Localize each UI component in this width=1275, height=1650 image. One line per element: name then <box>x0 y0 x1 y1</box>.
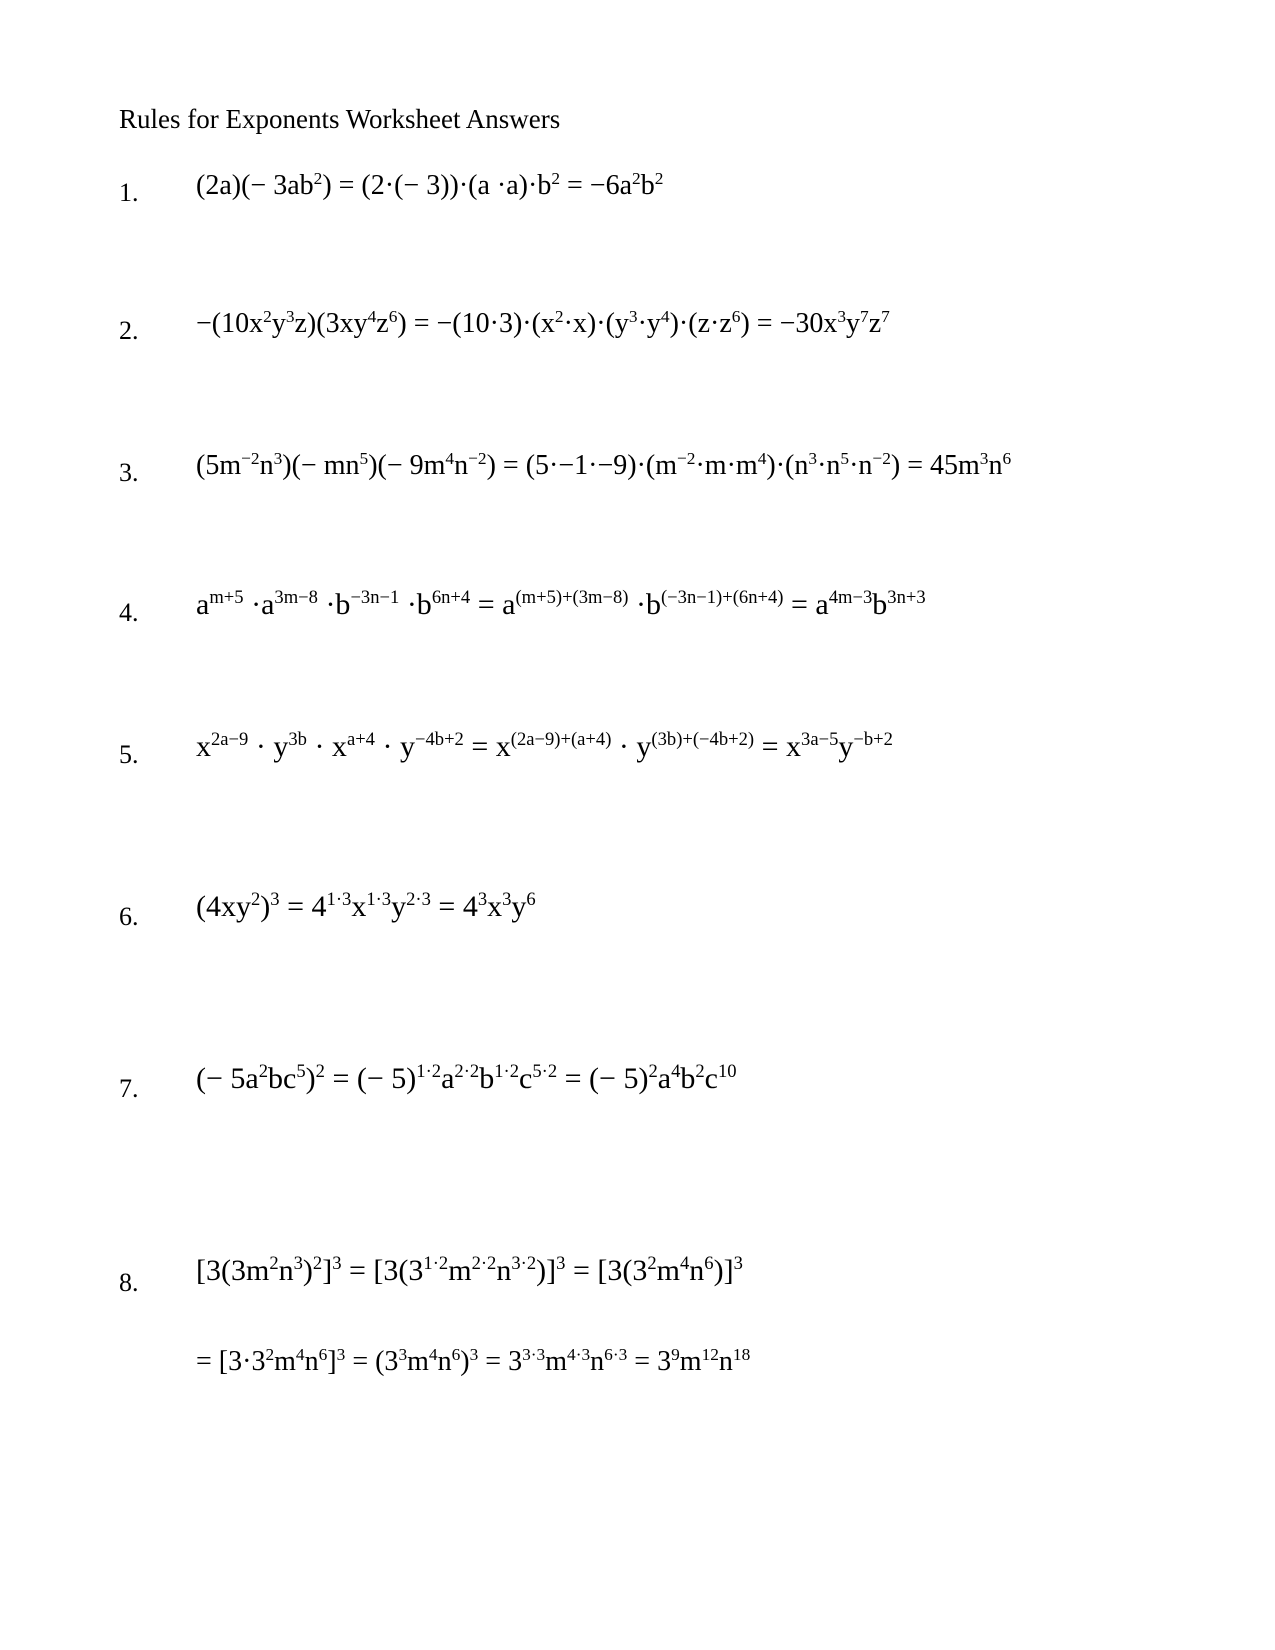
expression-text: ) = −30x <box>740 308 838 339</box>
exponent: 1·2 <box>416 1060 442 1082</box>
expression-text: x <box>487 890 503 923</box>
exponent: 3 <box>469 1344 479 1364</box>
exponent: 2·2 <box>454 1060 480 1082</box>
expression-text: x <box>351 890 367 923</box>
expression-text: ] <box>327 1346 337 1377</box>
expression-text: ·y <box>637 308 661 339</box>
exponent: 2 <box>654 168 664 188</box>
exponent: 3 <box>733 1252 743 1274</box>
expression-text: ) <box>302 1254 313 1287</box>
expression-text: n <box>304 1346 319 1377</box>
exponent: 2 <box>695 1060 705 1082</box>
expression-text: c <box>704 1062 718 1095</box>
exponent: 5 <box>296 1060 306 1082</box>
expression-text: ·b <box>628 588 661 621</box>
expression-text: ·n <box>817 450 841 481</box>
expression-text: b <box>872 588 888 621</box>
equation-5 <box>196 730 893 764</box>
exponent: 3·2 <box>511 1252 537 1274</box>
expression-text: m <box>274 1346 296 1377</box>
expression-text: [3(3m <box>196 1254 270 1287</box>
exponent: 2 <box>312 1252 323 1274</box>
exponent: 3·3 <box>522 1344 546 1364</box>
exponent: 6 <box>1002 448 1012 468</box>
expression-text: ) = (5·−1·−9)·(m <box>486 450 677 481</box>
exponent: 3 <box>556 1252 566 1274</box>
expression-text: )] <box>536 1254 557 1287</box>
exponent: 3b <box>288 728 307 750</box>
expression-text: a <box>657 1062 672 1095</box>
expression-text: = a <box>470 588 516 621</box>
expression-text: · y <box>248 730 289 763</box>
expression-text: ] <box>322 1254 333 1287</box>
exponent: 3 <box>837 306 847 326</box>
exponent: 2 <box>315 1060 325 1082</box>
expression-text: n <box>718 1346 733 1377</box>
expression-text: ·m·m <box>695 450 758 481</box>
expression-text: = 4 <box>430 890 478 923</box>
exponent: 3m−8 <box>274 586 318 608</box>
expression-text: a <box>441 1062 455 1095</box>
expression-text: ·n <box>849 450 873 481</box>
exponent: 3 <box>293 1252 303 1274</box>
expression-text: a <box>196 588 210 621</box>
exponent: 3n+3 <box>887 586 926 608</box>
expression-text: m <box>407 1346 429 1377</box>
problem-number-1: 1. <box>119 178 139 207</box>
exponent: 6 <box>318 1344 328 1364</box>
exponent: 6n+4 <box>431 586 471 608</box>
expression-text: z <box>376 308 389 339</box>
exponent: 2 <box>648 1060 658 1082</box>
expression-text: m <box>656 1254 680 1287</box>
exponent: 2 <box>632 168 641 188</box>
expression-text: = x <box>463 730 511 763</box>
exponent: 6 <box>731 306 741 326</box>
exponent: −b+2 <box>853 728 893 750</box>
exponent: 2·2 <box>471 1252 497 1274</box>
expression-text: n <box>496 1254 512 1287</box>
exponent: 3 <box>808 448 818 468</box>
exponent: 5 <box>359 448 369 468</box>
equation-1 <box>196 170 663 202</box>
expression-text: (4xy <box>196 890 251 923</box>
exponent: (2a−9)+(a+4) <box>510 728 612 750</box>
exponent: 2 <box>263 306 272 326</box>
expression-text: n <box>437 1346 452 1377</box>
expression-text: n <box>259 450 274 481</box>
equation-4 <box>196 588 926 622</box>
expression-text: m <box>545 1346 568 1377</box>
expression-text: · x <box>306 730 347 763</box>
expression-text: z <box>868 308 882 339</box>
expression-text: y <box>838 730 854 763</box>
exponent: −4b+2 <box>414 728 464 750</box>
exponent: 2 <box>554 306 564 326</box>
exponent: −2 <box>872 448 891 468</box>
exponent: 3 <box>502 888 512 910</box>
exponent: 6 <box>388 306 398 326</box>
exponent: a+4 <box>346 728 375 750</box>
exponent: 6 <box>451 1344 461 1364</box>
exponent: 2a−9 <box>211 728 249 750</box>
exponent: 4 <box>367 306 377 326</box>
exponent: 1·2 <box>494 1060 519 1082</box>
expression-text: · y <box>374 730 415 763</box>
exponent: 2 <box>258 1060 269 1082</box>
expression-text: ·b <box>399 588 432 621</box>
expression-text: y <box>846 308 861 339</box>
expression-text: −(10x <box>196 308 264 339</box>
exponent: 1·3 <box>366 888 392 910</box>
expression-text: = 3 <box>478 1346 523 1377</box>
exponent: 4 <box>428 1344 438 1364</box>
equation-8-line-2 <box>196 1346 750 1378</box>
exponent: 1·2 <box>423 1252 449 1274</box>
exponent: 5 <box>840 448 850 468</box>
problem-number-6: 6. <box>119 902 139 931</box>
exponent: 3 <box>477 888 488 910</box>
expression-text: )·(n <box>766 450 809 481</box>
expression-text: n <box>278 1254 294 1287</box>
expression-text: = (− 5) <box>557 1062 649 1095</box>
expression-text: y <box>511 890 527 923</box>
exponent: 2 <box>313 168 323 188</box>
expression-text: = 4 <box>279 890 327 923</box>
problem-number-3: 3. <box>119 458 139 487</box>
expression-text: = −6a <box>560 170 633 201</box>
expression-text: = (3 <box>345 1346 399 1377</box>
exponent: 9 <box>671 1344 680 1364</box>
expression-text: ) = 45m <box>890 450 980 481</box>
problem-number-7: 7. <box>119 1074 139 1103</box>
exponent: 12 <box>701 1344 719 1364</box>
expression-text: )·(z·z <box>669 308 732 339</box>
expression-text: ·a <box>243 588 275 621</box>
exponent: 3 <box>979 448 989 468</box>
expression-text: z)(3xy <box>294 308 368 339</box>
expression-text: (− 5a <box>196 1062 259 1095</box>
expression-text: x <box>196 730 211 763</box>
expression-text: b <box>479 1062 495 1095</box>
expression-text: = x <box>754 730 802 763</box>
exponent: 5·2 <box>532 1060 558 1082</box>
page-title: Rules for Exponents Worksheet Answers <box>119 104 561 134</box>
expression-text: n <box>454 450 469 481</box>
exponent: 4 <box>679 1252 690 1274</box>
expression-text: b <box>640 170 655 201</box>
expression-text: = (− 5) <box>324 1062 417 1095</box>
expression-text: ·b <box>317 588 351 621</box>
exponent: 6·3 <box>604 1344 628 1364</box>
exponent: 2 <box>647 1252 657 1274</box>
problem-number-5: 5. <box>119 740 139 769</box>
exponent: 4 <box>445 448 455 468</box>
equation-2 <box>196 308 890 340</box>
exponent: (m+5)+(3m−8) <box>515 586 629 608</box>
exponent: 2 <box>551 168 561 188</box>
exponent: 7 <box>881 306 890 326</box>
expression-text: = [3(3 <box>341 1254 424 1287</box>
exponent: 4·3 <box>567 1344 591 1364</box>
expression-text: ) <box>460 1346 470 1377</box>
exponent: 4 <box>671 1060 681 1082</box>
equation-8-line-1 <box>196 1254 743 1288</box>
exponent: 2 <box>265 1344 275 1364</box>
expression-text: bc <box>268 1062 297 1095</box>
exponent: 3a−5 <box>801 728 839 750</box>
expression-text: · y <box>611 730 652 763</box>
expression-text: = 3 <box>627 1346 672 1377</box>
exponent: 18 <box>732 1344 751 1364</box>
expression-text: m <box>679 1346 702 1377</box>
problem-number-2: 2. <box>119 316 139 345</box>
expression-text: )(− 9m <box>368 450 446 481</box>
exponent: 2·3 <box>406 888 431 910</box>
exponent: 4m−3 <box>828 586 873 608</box>
expression-text: ) = (2·(− 3))·(a ·a)·b <box>322 170 552 201</box>
exponent: 3 <box>273 448 283 468</box>
expression-text: ) <box>260 890 271 923</box>
exponent: 3 <box>270 888 280 910</box>
problem-number-8: 8. <box>119 1268 139 1297</box>
expression-text: n <box>988 450 1003 481</box>
exponent: −2 <box>468 448 487 468</box>
expression-text: n <box>689 1254 705 1287</box>
equation-7 <box>196 1062 737 1096</box>
exponent: (3b)+(−4b+2) <box>651 728 755 750</box>
expression-text: b <box>680 1062 696 1095</box>
expression-text: ·x)·(y <box>563 308 629 339</box>
exponent: 6 <box>704 1252 714 1274</box>
exponent: m+5 <box>209 586 244 608</box>
expression-text: (2a)(− 3ab <box>196 170 314 201</box>
exponent: 4 <box>757 448 767 468</box>
exponent: 3 <box>336 1344 346 1364</box>
exponent: 2 <box>251 888 261 910</box>
problem-number-4: 4. <box>119 598 139 627</box>
exponent: 7 <box>860 306 869 326</box>
expression-text: y <box>391 890 407 923</box>
exponent: (−3n−1)+(6n+4) <box>660 586 784 608</box>
equation-3 <box>196 450 1011 482</box>
expression-text: = a <box>783 588 829 621</box>
expression-text: y <box>271 308 286 339</box>
exponent: 6 <box>526 888 536 910</box>
exponent: 3 <box>398 1344 408 1364</box>
exponent: −2 <box>677 448 696 468</box>
expression-text: m <box>448 1254 472 1287</box>
exponent: 3 <box>332 1252 342 1274</box>
expression-text: n <box>590 1346 605 1377</box>
expression-text: )(− mn <box>282 450 360 481</box>
exponent: 3 <box>285 306 295 326</box>
exponent: −3n−1 <box>350 586 400 608</box>
expression-text: ) <box>305 1062 316 1095</box>
expression-text: = [3(3 <box>565 1254 648 1287</box>
expression-text: (5m <box>196 450 242 481</box>
exponent: 10 <box>718 1060 737 1082</box>
exponent: 4 <box>295 1344 305 1364</box>
expression-text: ) = −(10·3)·(x <box>397 308 555 339</box>
equation-6 <box>196 890 536 924</box>
exponent: 3 <box>628 306 638 326</box>
expression-text: )] <box>713 1254 734 1287</box>
exponent: 4 <box>660 306 670 326</box>
expression-text: = [3·3 <box>196 1346 266 1377</box>
exponent: 2 <box>269 1252 279 1274</box>
exponent: 1·3 <box>326 888 352 910</box>
expression-text: c <box>519 1062 533 1095</box>
exponent: −2 <box>241 448 260 468</box>
